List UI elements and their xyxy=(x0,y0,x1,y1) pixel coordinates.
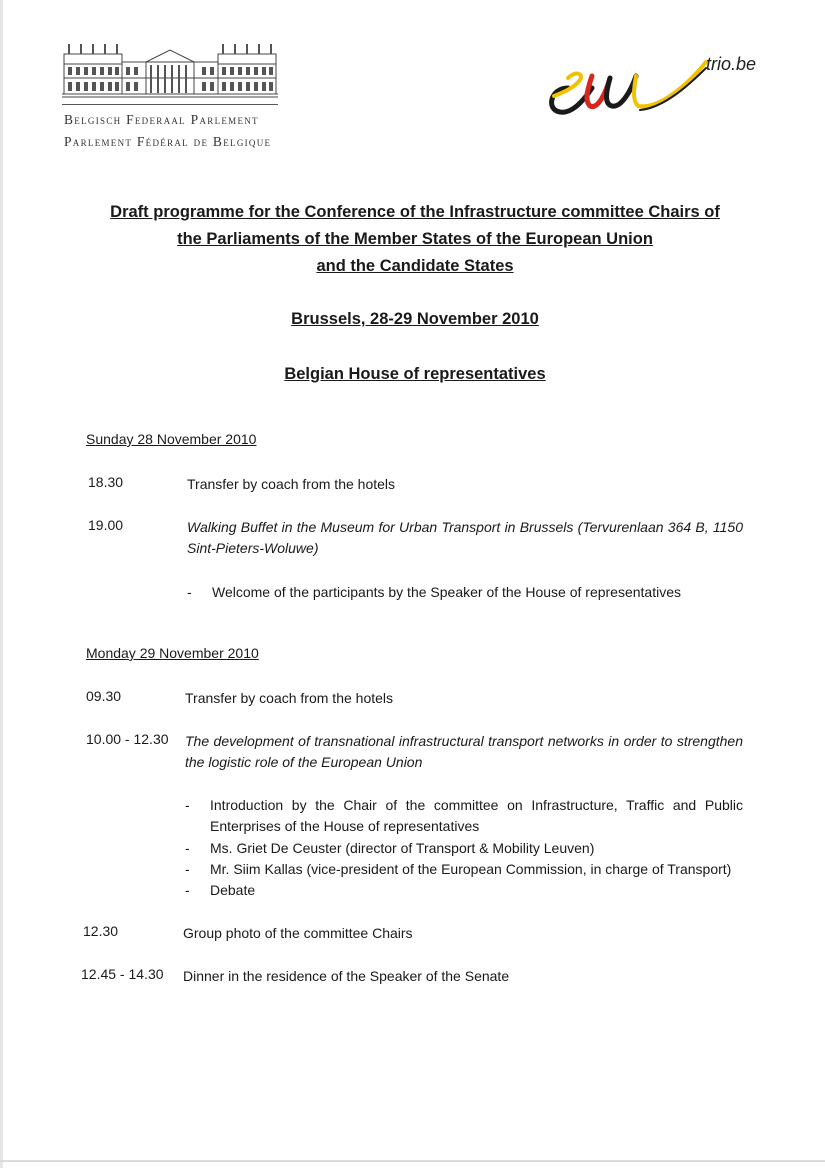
bullet-text: Debate xyxy=(210,882,256,898)
bullet-text: Mr. Siim Kallas (vice-president of the European Commission, in charge of Transport) xyxy=(210,861,732,877)
title-line-3: and the Candidate States xyxy=(316,257,514,275)
agenda-time: 12.30 xyxy=(83,923,119,939)
bullet-text: Ms. Griet De Ceuster (director of Transport & Mobility Leuven) xyxy=(210,840,595,856)
parliament-building-icon xyxy=(62,40,278,100)
agenda-bullet xyxy=(185,880,743,902)
venue-heading: Belgian House of representatives xyxy=(284,365,546,383)
bullet-dash: - xyxy=(185,882,190,898)
agenda-time: 10.00 - 12.30 xyxy=(86,731,169,747)
agenda-text: Transfer by coach from the hotels xyxy=(185,690,394,706)
bullet-dash: - xyxy=(185,861,190,877)
agenda-time: 19.00 xyxy=(88,517,124,533)
agenda-bullet xyxy=(185,859,743,881)
agenda-bullet xyxy=(185,838,743,860)
parliament-name-french: Parlement Fédéral de Belgique xyxy=(64,134,272,149)
agenda-text: Transfer by coach from the hotels xyxy=(187,476,396,492)
agenda-time: 18.30 xyxy=(88,474,124,490)
title-line-2: the Parliaments of the Member States of the European Union xyxy=(177,230,653,248)
day-heading-sunday: Sunday 28 November 2010 xyxy=(86,431,257,447)
parliament-logo xyxy=(62,40,282,149)
scan-edge-left xyxy=(0,0,3,1168)
agenda-time: 12.45 - 14.30 xyxy=(81,966,164,982)
agenda-text: The development of transnational infrastructural transport networks in order to strengthen the logistic role of the European Union xyxy=(185,733,743,770)
bullet-dash: - xyxy=(185,797,190,813)
agenda-text: Walking Buffet in the Museum for Urban Transport in Brussels (Tervurenlaan 364 B, 1150 Sint-Pieters-Woluwe) xyxy=(187,519,743,556)
eu-script-logo-icon xyxy=(540,48,710,128)
bullet-text: Introduction by the Chair of the committee on Infrastructure, Traffic and Public Enterprises of the House of representatives xyxy=(210,797,743,834)
bullet-text: Welcome of the participants by the Speaker of the House of representatives xyxy=(212,584,681,600)
logo-divider xyxy=(62,104,278,105)
agenda-text: Dinner in the residence of the Speaker of the Senate xyxy=(183,968,510,984)
agenda-bullet xyxy=(185,795,743,837)
scan-edge-bottom xyxy=(0,1160,825,1162)
agenda-text: Group photo of the committee Chairs xyxy=(183,925,413,941)
day-heading-monday: Monday 29 November 2010 xyxy=(86,645,259,661)
date-heading: Brussels, 28-29 November 2010 xyxy=(291,310,539,328)
agenda-bullet xyxy=(187,582,743,604)
trio-logo-text: trio.be xyxy=(706,54,757,74)
agenda-time: 09.30 xyxy=(86,688,122,704)
parliament-name-dutch: Belgisch Federaal Parlement xyxy=(64,112,259,127)
eu-trio-logo xyxy=(540,48,780,128)
title-line-1: Draft programme for the Conference of the Infrastructure committee Chairs of xyxy=(110,203,720,221)
bullet-dash: - xyxy=(185,840,190,856)
bullet-dash: - xyxy=(187,584,192,600)
